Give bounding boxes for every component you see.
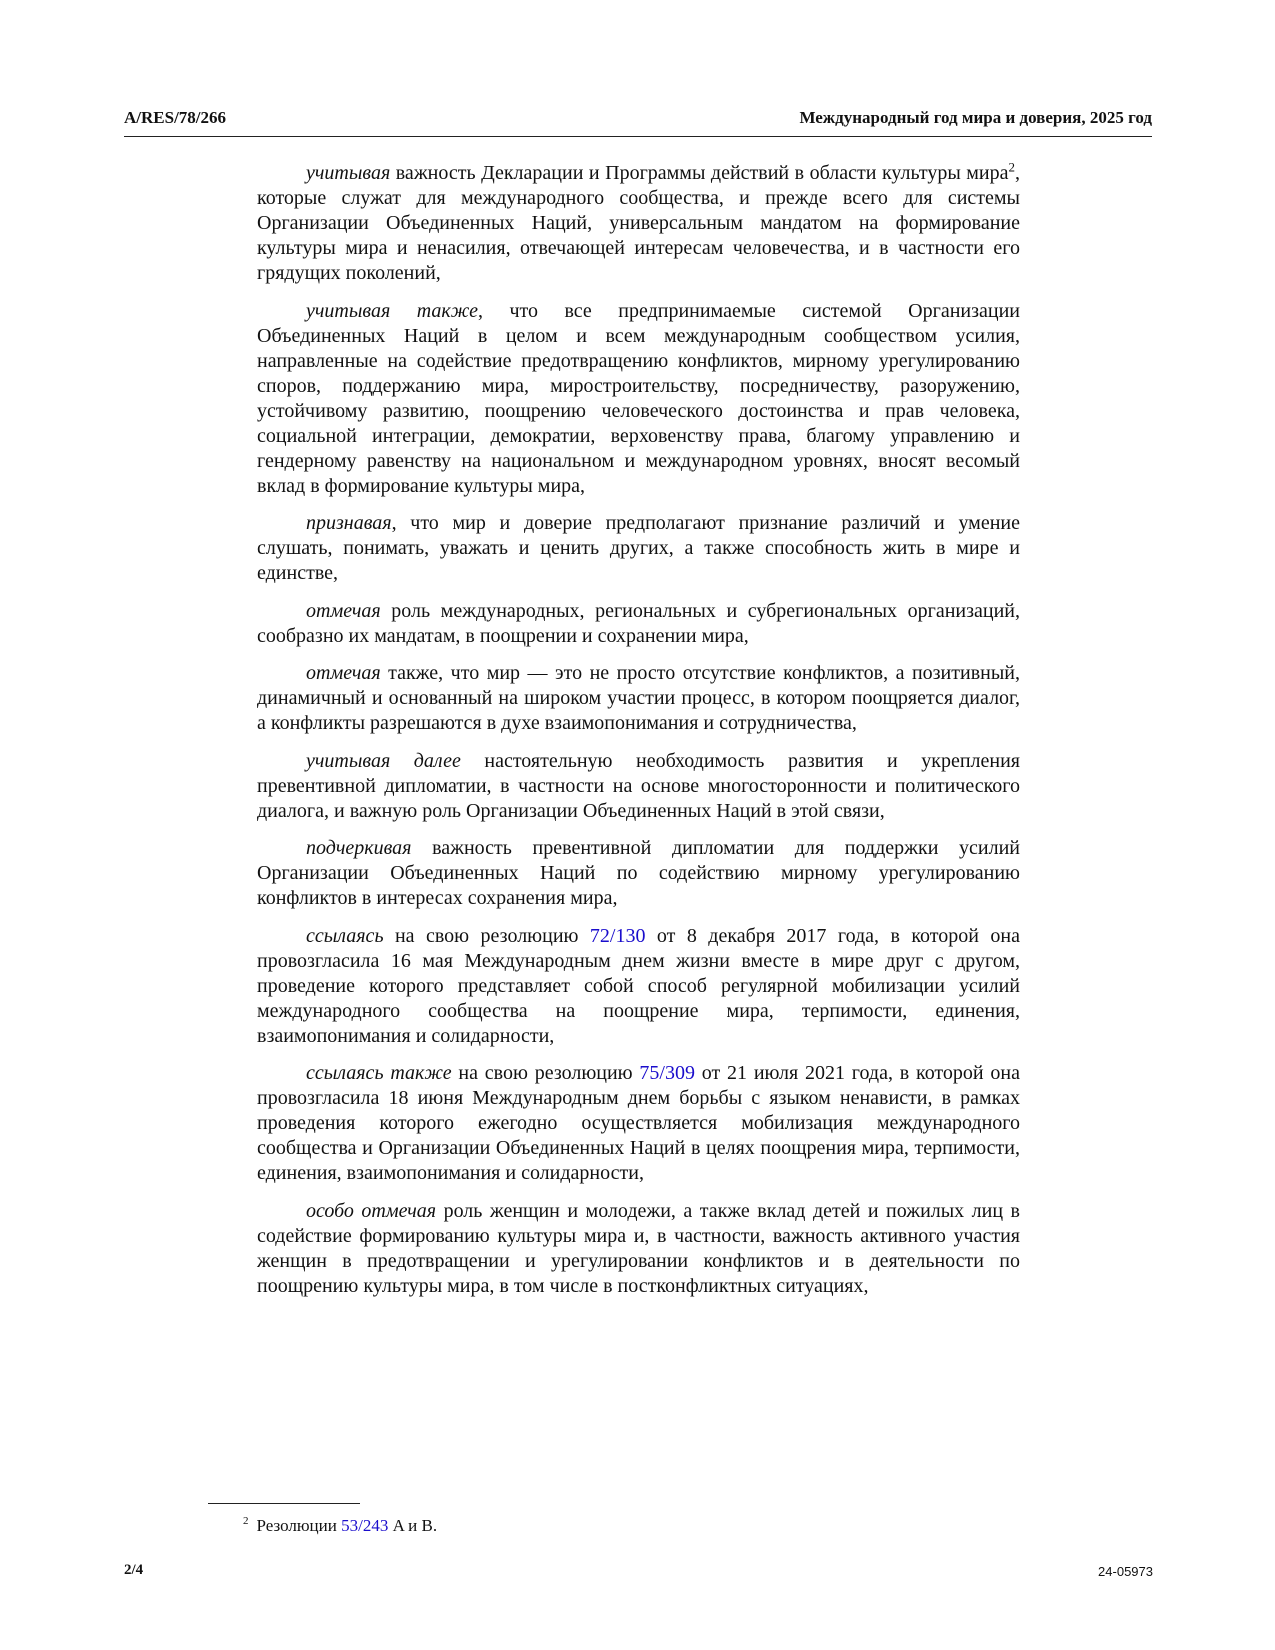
footnote-number: 2	[243, 1515, 249, 1528]
preamble-paragraph	[257, 661, 1020, 736]
preamble-paragraph	[257, 836, 1020, 911]
paragraph-text: , что все предпринимаемые системой Организации Объединенных Наций в целом и всем международным сообществом усилия, направленные на содействие предотвращению конфликтов, мирному урегулированию споров, поддержанию мира, миростроительству, посредничеству, разоружению, устойчивому развитию, поощрению человеческого достоинства и прав человека, социальной интеграции, демократии, верховенству права, благому управлению и гендерному равенству на национальном и международном уровнях, вносят весомый вклад в формирование культуры мира,	[257, 299, 1020, 497]
paragraph-lead: ссылаясь также	[306, 1062, 452, 1084]
preamble-paragraph	[257, 599, 1020, 649]
footnote-divider	[208, 1503, 360, 1504]
footnote	[243, 1515, 437, 1537]
preamble-paragraph	[257, 299, 1020, 499]
document-symbol: A/RES/78/266	[124, 108, 227, 127]
paragraph-lead: учитывая далее	[306, 749, 461, 772]
preamble-paragraph	[257, 161, 1020, 286]
paragraph-text: , которые служат для международного сообщества, и прежде всего для системы Организации Объединенных Наций, универсальным мандатом на формирование культуры мира и ненасилия, отвечающей интересам человечества, и в частности его грядущих поколений,	[257, 162, 1020, 284]
paragraph-lead: ссылаясь	[306, 924, 384, 947]
preamble-paragraph	[257, 1199, 1020, 1299]
paragraph-text: важность Декларации и Программы действий в области культуры мира	[390, 162, 1009, 184]
paragraph-lead: особо отмечая	[306, 1199, 437, 1222]
paragraph-text: на свою резолюцию	[383, 924, 590, 947]
preamble-paragraph	[257, 749, 1020, 824]
paragraph-text: от 8 декабря 2017 года, в которой она провозгласила 16 мая Международным днем жизни вместе в мире друг с другом, проведение которого представляет собой способ регулярной мобилизации усилий международного сообщества на поощрение мира, терпимости, единения, взаимопонимания и солидарности,	[257, 924, 1020, 1047]
paragraph-text: , что мир и доверие предполагают признание различий и умение слушать, понимать, уважать и ценить других, а также способность жить в мире и единстве,	[257, 512, 1020, 584]
resolution-body	[257, 161, 1020, 1311]
footnote-text: Резолюции	[256, 1516, 342, 1535]
paragraph-text: также, что мир — это не просто отсутствие конфликтов, а позитивный, динамичный и основанный на широком участии процесс, в котором поощряется диалог, а конфликты разрешаются в духе взаимопонимания и сотрудничества,	[257, 662, 1020, 734]
paragraph-lead: отмечая	[306, 599, 381, 622]
resolution-link-53-243[interactable]: 53/243	[341, 1516, 389, 1535]
document-number: 24-05973	[1098, 1564, 1153, 1579]
paragraph-text: от 21 июля 2021 года, в которой она провозгласила 18 июня Международным днем борьбы с языком ненависти, в рамках проведения которого ежегодно осуществляется мобилизация международного сообщества и Организации Объединенных Наций в целях поощрения мира, терпимости, единения, взаимопонимания и солидарности,	[257, 1062, 1020, 1184]
preamble-paragraph	[257, 924, 1020, 1049]
footnote-reference[interactable]: 2	[1008, 159, 1015, 175]
document-title: Международный год мира и доверия, 2025 год	[799, 108, 1152, 127]
preamble-paragraph	[257, 511, 1020, 586]
paragraph-text: настоятельную необходимость развития и укрепления превентивной дипломатии, в частности на основе многосторонности и политического диалога, и важную роль Организации Объединенных Наций в этой связи,	[257, 749, 1020, 822]
paragraph-lead: учитывая также	[306, 299, 478, 322]
paragraph-lead: отмечая	[306, 662, 381, 684]
paragraph-text: роль международных, региональных и субрегиональных организаций, сообразно их мандатам, в поощрении и сохранении мира,	[257, 599, 1020, 647]
preamble-paragraph	[257, 1061, 1020, 1186]
page-header	[124, 108, 1152, 137]
resolution-link-75-309[interactable]: 75/309	[639, 1062, 695, 1084]
paragraph-text: важность превентивной дипломатии для поддержки усилий Организации Объединенных Наций по содействию мирному урегулированию конфликтов в интересах сохранения мира,	[257, 837, 1020, 909]
footnote-text: A и B.	[388, 1516, 438, 1535]
paragraph-text: на свою резолюцию	[451, 1062, 640, 1084]
page-number: 2/4	[124, 1562, 144, 1578]
paragraph-lead: подчеркивая	[306, 837, 412, 859]
paragraph-lead: признавая	[306, 512, 392, 534]
resolution-link-72-130[interactable]: 72/130	[589, 924, 646, 947]
paragraph-text: роль женщин и молодежи, а также вклад детей и пожилых лиц в содействие формированию культуры мира и, в частности, важность активного участия женщин в предотвращении и урегулировании конфликтов и в деятельности по поощрению культуры мира, в том числе в постконфликтных ситуациях,	[257, 1199, 1021, 1297]
paragraph-lead: учитывая	[306, 162, 391, 184]
